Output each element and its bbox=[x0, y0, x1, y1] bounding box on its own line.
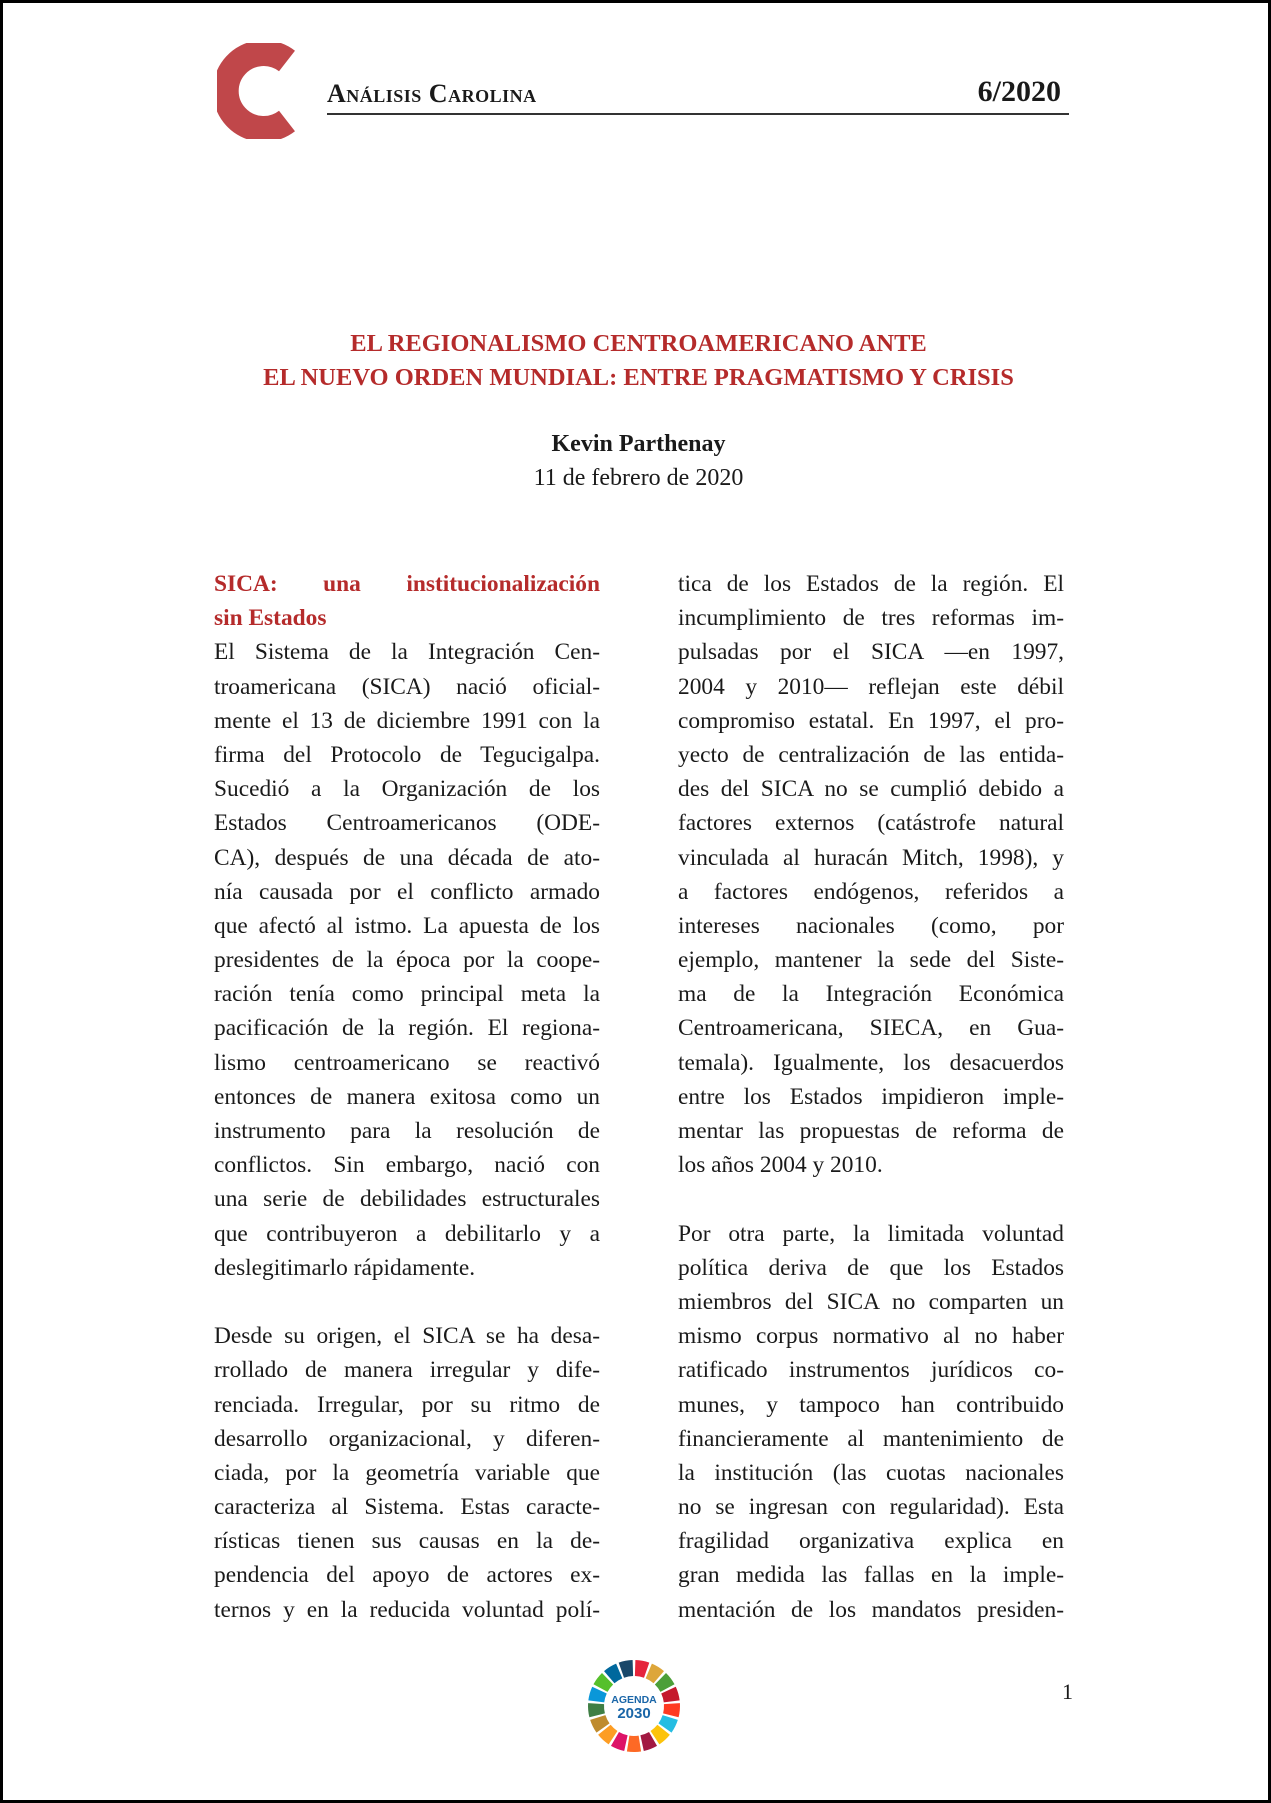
paragraph-line: desarrollo organizacional, y diferen- bbox=[214, 1425, 600, 1452]
paragraph-line: lismo centroamericano se reactivó bbox=[214, 1049, 600, 1076]
paragraph-line: gran medida las fallas en la imple- bbox=[678, 1562, 1064, 1589]
paragraph-line: entre los Estados impidieron imple- bbox=[678, 1083, 1064, 1110]
right-column bbox=[678, 567, 1064, 1627]
paragraph-line: troamericana (SICA) nació oficial- bbox=[214, 673, 600, 700]
paragraph-line: ratificado instrumentos jurídicos co- bbox=[678, 1357, 1064, 1384]
paragraph-line: Desde su origen, el SICA se ha desa- bbox=[214, 1323, 600, 1350]
carolina-logo-icon bbox=[217, 43, 299, 139]
paragraph-line: ración tenía como principal meta la bbox=[214, 981, 600, 1008]
paragraph-line: la institución (las cuotas nacionales bbox=[678, 1459, 1064, 1486]
paragraph-line: deslegitimarlo rápidamente. bbox=[214, 1254, 476, 1281]
paragraph-line: renciada. Irregular, por su ritmo de bbox=[214, 1391, 600, 1418]
paragraph-line: tica de los Estados de la región. El bbox=[678, 571, 1064, 597]
section-heading-line: SICA: una institucionalización bbox=[214, 571, 600, 597]
paragraph-line: a factores endógenos, referidos a bbox=[678, 878, 1064, 905]
paragraph-line: des del SICA no se cumplió debido a bbox=[678, 776, 1064, 803]
paragraph-line: los años 2004 y 2010. bbox=[678, 1152, 883, 1179]
paragraph-line: Estados Centroamericanos (ODE- bbox=[214, 810, 600, 837]
paragraph-spacer bbox=[678, 1182, 1064, 1216]
sdg-logo-label-2: 2030 bbox=[617, 1705, 651, 1722]
agenda-2030-logo-icon bbox=[587, 1659, 681, 1753]
issue-number: 6/2020 bbox=[977, 75, 1061, 108]
paragraph-line: no se ingresan con regularidad). Esta bbox=[678, 1494, 1064, 1521]
paragraph-line: pacificación de la región. El regiona- bbox=[214, 1015, 600, 1042]
publication-date: 11 de febrero de 2020 bbox=[533, 465, 744, 491]
page-number: 1 bbox=[1062, 1679, 1073, 1704]
paragraph-line: rísticas tienen sus causas en la de- bbox=[214, 1528, 600, 1555]
paragraph-line: Centroamericana, SIECA, en Gua- bbox=[678, 1015, 1064, 1042]
title-line-2: EL NUEVO ORDEN MUNDIAL: ENTRE PRAGMATISMO Y CRISIS bbox=[263, 364, 1014, 391]
paragraph-line: ma de la Integración Económica bbox=[678, 981, 1064, 1008]
publication-name: Análisis Carolina bbox=[327, 79, 537, 108]
paragraph-line: incumplimiento de tres reformas im- bbox=[678, 605, 1064, 632]
paragraph-line: fragilidad organizativa explica en bbox=[678, 1528, 1064, 1555]
paragraph-line: que afectó al istmo. La apuesta de los bbox=[214, 912, 600, 939]
section-heading-line: sin Estados bbox=[214, 605, 327, 632]
paragraph-line: factores externos (catástrofe natural bbox=[678, 810, 1064, 837]
paragraph-line: ciada, por la geometría variable que bbox=[214, 1459, 600, 1486]
paragraph-line: pendencia del apoyo de actores ex- bbox=[214, 1562, 600, 1589]
paragraph-line: ternos y en la reducida voluntad polí- bbox=[214, 1596, 600, 1623]
paragraph-line: mentar las propuestas de reforma de bbox=[678, 1118, 1064, 1144]
paragraph-line: munes, y tampoco han contribuido bbox=[678, 1391, 1064, 1418]
paragraph-line: yecto de centralización de las entida- bbox=[678, 741, 1064, 768]
paragraph-line: mente el 13 de diciembre 1991 con la bbox=[214, 707, 600, 734]
paragraph-spacer bbox=[214, 1285, 600, 1319]
paragraph-line: 2004 y 2010— reflejan este débil bbox=[678, 673, 1064, 700]
paragraph-line: presidentes de la época por la coope- bbox=[214, 947, 600, 974]
sdg-ring-segment bbox=[588, 1703, 605, 1717]
paragraph-line: que contribuyeron a debilitarlo y a bbox=[214, 1220, 600, 1247]
paragraph-line: mentación de los mandatos presiden- bbox=[678, 1596, 1064, 1623]
paragraph-line: nía causada por el conflicto armado bbox=[214, 878, 600, 905]
left-column bbox=[214, 567, 600, 1627]
sdg-ring-segment bbox=[663, 1703, 680, 1717]
paragraph-line: Sucedió a la Organización de los bbox=[214, 776, 600, 803]
paragraph-line: temala). Igualmente, los desacuerdos bbox=[678, 1049, 1064, 1076]
paragraph-line: financieramente al mantenimiento de bbox=[678, 1425, 1064, 1452]
author-name: Kevin Parthenay bbox=[551, 431, 726, 457]
paragraph-line: compromiso estatal. En 1997, el pro- bbox=[678, 707, 1064, 734]
paragraph-line: Por otra parte, la limitada voluntad bbox=[678, 1220, 1064, 1247]
paragraph-line: caracteriza al Sistema. Estas caracte- bbox=[214, 1494, 600, 1521]
paragraph-line: una serie de debilidades estructurales bbox=[214, 1186, 600, 1213]
paragraph-line: entonces de manera exitosa como un bbox=[214, 1083, 600, 1110]
sdg-logo-label-1: AGENDA bbox=[611, 1694, 657, 1706]
paragraph-line: vinculada al huracán Mitch, 1998), y bbox=[678, 844, 1064, 871]
paragraph-line: mismo corpus normativo al no haber bbox=[678, 1323, 1064, 1350]
paragraph-line: instrumento para la resolución de bbox=[214, 1118, 600, 1144]
paragraph-line: firma del Protocolo de Tegucigalpa. bbox=[214, 741, 600, 768]
sdg-ring-segment bbox=[627, 1736, 641, 1752]
paragraph-line: intereses nacionales (como, por bbox=[678, 912, 1064, 939]
paragraph-line: ejemplo, mantener la sede del Siste- bbox=[678, 947, 1064, 974]
document-title bbox=[3, 327, 1271, 395]
paragraph-line: conflictos. Sin embargo, nació con bbox=[214, 1152, 600, 1179]
paragraph-line: política deriva de que los Estados bbox=[678, 1254, 1064, 1281]
paragraph-line: CA), después de una década de ato- bbox=[214, 844, 600, 871]
paragraph-line: rrollado de manera irregular y dife- bbox=[214, 1357, 600, 1384]
paragraph-line: pulsadas por el SICA —en 1997, bbox=[678, 639, 1064, 666]
header bbox=[327, 73, 1069, 115]
paragraph-line: miembros del SICA no comparten un bbox=[678, 1288, 1064, 1315]
paragraph-line: El Sistema de la Integración Cen- bbox=[214, 639, 600, 666]
title-line-1: EL REGIONALISMO CENTROAMERICANO ANTE bbox=[350, 330, 927, 357]
